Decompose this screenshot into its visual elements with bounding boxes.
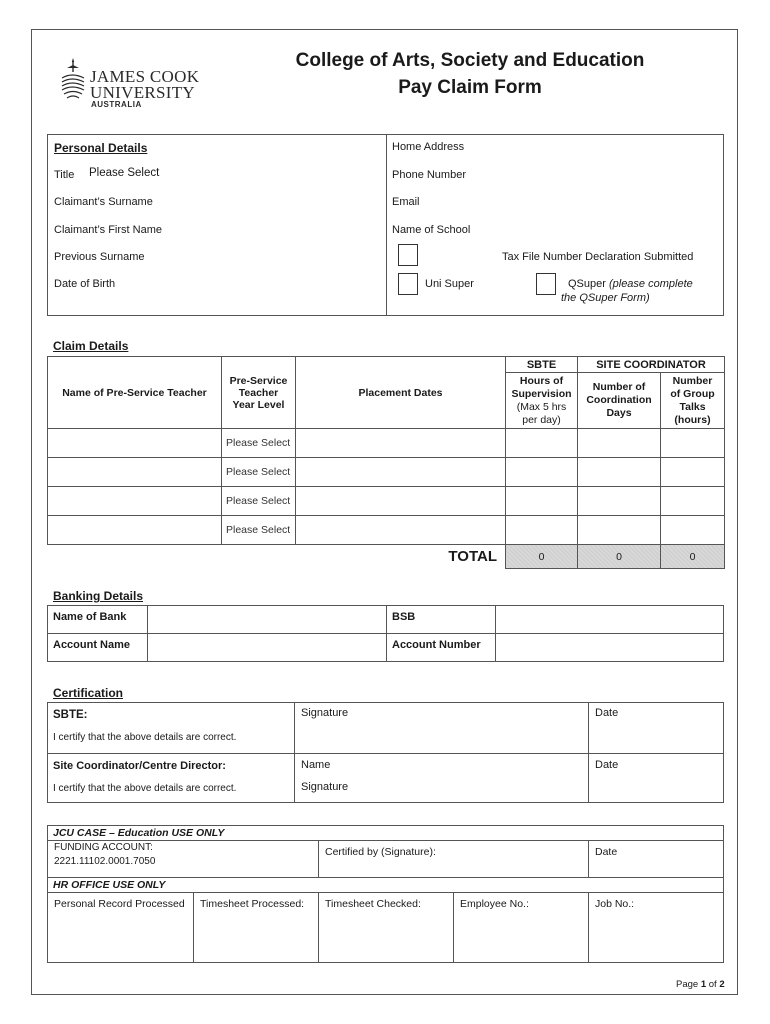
divider [47,877,724,878]
total-row [48,545,725,569]
divider [386,134,387,316]
total-days: 0 [578,545,661,569]
divider [47,892,724,893]
divider [294,702,295,803]
site-signature-label: Signature [301,781,349,793]
table-row [48,516,725,545]
certification-heading: Certification [53,686,124,700]
group-header-sbte: SBTE [506,357,578,373]
teacher-name-cell[interactable] [48,458,222,487]
uni-super-label: Uni Super [425,278,474,290]
sbte-statement: I certify that the above details are correct. [53,732,237,743]
title-label: Title [54,169,75,181]
timesheet-processed-label: Timesheet Processed: [200,898,305,910]
funding-value: 2221.11102.0001.7050 [54,856,156,867]
teacher-name-cell[interactable] [48,429,222,458]
site-coordinator-label: Site Coordinator/Centre Director: [53,760,226,772]
teacher-name-cell[interactable] [48,487,222,516]
total-talks: 0 [661,545,725,569]
year-level-select[interactable]: Please Select [222,458,296,487]
col-header-teacher: Name of Pre-Service Teacher [48,357,222,429]
total-hours: 0 [506,545,578,569]
bsb-input[interactable] [496,606,723,632]
hr-heading: HR OFFICE USE ONLY [53,879,166,891]
qsuper-label: QSuper (please complete [568,278,693,290]
first-name-label: Claimant’s First Name [54,224,162,236]
days-cell[interactable] [578,458,661,487]
divider [588,702,589,803]
hours-cell[interactable] [506,487,578,516]
days-cell[interactable] [578,429,661,458]
hours-cell[interactable] [506,458,578,487]
funding-label: FUNDING ACCOUNT: [54,842,153,853]
logo-wordmark: JAMES COOK UNIVERSITY [90,67,200,102]
personal-details-heading: Personal Details [54,141,148,155]
jcu-heading: JCU CASE – Education USE ONLY [53,827,225,839]
col-header-year-level: Pre-Service Teacher Year Level [222,357,296,429]
talks-cell[interactable] [661,487,725,516]
school-label: Name of School [392,224,471,236]
sbte-label: SBTE: [53,709,88,721]
col-header-talks: Number of Group Talks (hours) [661,373,725,429]
divider [318,892,319,963]
page-subtitle: Pay Claim Form [398,77,542,98]
dates-cell[interactable] [296,429,506,458]
site-statement: I certify that the above details are correct. [53,783,237,794]
total-label: TOTAL [448,548,497,566]
email-label: Email [392,196,420,208]
page-number: Page 1 of 2 [676,979,725,990]
bank-name-input[interactable] [148,606,385,632]
col-header-days: Number of Coordination Days [578,373,661,429]
hours-cell[interactable] [506,429,578,458]
divider [453,892,454,963]
account-name-label: Account Name [53,639,131,651]
dob-label: Date of Birth [54,278,116,290]
phone-label: Phone Number [392,169,466,181]
logo-subtitle: AUSTRALIA [91,100,142,109]
tax-file-label: Tax File Number Declaration Submitted [502,251,694,263]
divider [386,605,387,662]
banking-heading: Banking Details [53,589,144,603]
surname-label: Claimant’s Surname [54,196,153,208]
table-row [48,487,725,516]
table-row [48,458,725,487]
days-cell[interactable] [578,516,661,545]
account-number-input[interactable] [496,634,723,661]
dates-cell[interactable] [296,458,506,487]
bsb-label: BSB [392,611,416,623]
group-header-site: SITE COORDINATOR [578,357,725,373]
previous-surname-label: Previous Surname [54,251,145,263]
employee-no-label: Employee No.: [460,898,529,910]
site-date-label: Date [595,759,619,771]
claim-table [47,356,725,569]
account-number-label: Account Number [392,639,481,651]
col-header-hours: Hours of Supervision (Max 5 hrs per day) [506,373,578,429]
timesheet-checked-label: Timesheet Checked: [325,898,421,910]
office-date-label: Date [595,846,618,858]
uni-super-checkbox[interactable] [398,273,418,295]
page-title: College of Arts, Society and Education [295,50,645,71]
talks-cell[interactable] [661,458,725,487]
divider [318,840,319,877]
tax-file-checkbox[interactable] [398,244,418,266]
certified-label: Certified by (Signature): [325,846,436,858]
personal-record-label: Personal Record Processed [54,898,185,910]
year-level-select[interactable]: Please Select [222,429,296,458]
col-header-dates: Placement Dates [296,357,506,429]
divider [588,892,589,963]
hours-cell[interactable] [506,516,578,545]
sbte-signature-label: Signature [301,707,349,719]
sbte-date-label: Date [595,707,619,719]
site-name-label: Name [301,759,331,771]
job-no-label: Job No.: [595,898,635,910]
dates-cell[interactable] [296,516,506,545]
divider [588,840,589,877]
year-level-select[interactable]: Please Select [222,516,296,545]
claim-details-heading: Claim Details [53,339,129,353]
days-cell[interactable] [578,487,661,516]
qsuper-note: the QSuper Form) [561,292,650,304]
talks-cell[interactable] [661,429,725,458]
teacher-name-cell[interactable] [48,516,222,545]
account-name-input[interactable] [148,634,385,661]
title-select[interactable]: Please Select [89,167,160,179]
dates-cell[interactable] [296,487,506,516]
divider [47,840,724,841]
table-row [48,429,725,458]
qsuper-checkbox[interactable] [536,273,556,295]
divider [193,892,194,963]
divider [47,753,724,754]
home-address-label: Home Address [392,141,465,153]
talks-cell[interactable] [661,516,725,545]
year-level-select[interactable]: Please Select [222,487,296,516]
bank-name-label: Name of Bank [53,611,127,623]
